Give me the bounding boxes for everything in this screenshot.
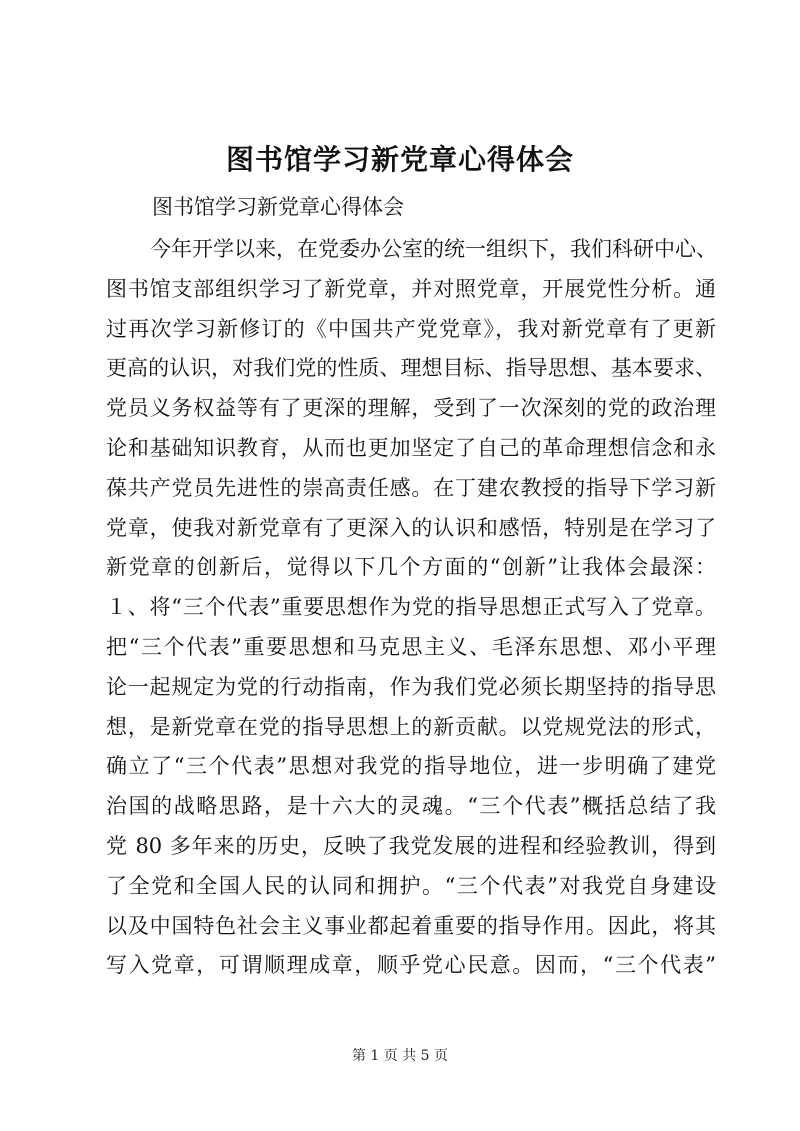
page-footer: 第 1 页 共 5 页 (351, 1048, 449, 1064)
paragraph-line: 确立了“三个代表”思想对我党的指导地位，进一步明确了建党 (106, 754, 716, 779)
paragraph-line: 治国的战略思路，是十六大的灵魂。“三个代表”概括总结了我 (106, 794, 716, 819)
paragraph-line: 论和基础知识教育，从而也更加坚定了自己的革命理想信念和永 (106, 435, 716, 460)
paragraph-line: 想，是新党章在党的指导思想上的新贡献。以党规党法的形式， (106, 714, 716, 739)
paragraph-line: 论一起规定为党的行动指南，作为我们党必须长期坚持的指导思 (106, 674, 716, 699)
paragraph-line: 写入党章，可谓顺理成章，顺乎党心民意。因而，“三个代表” (106, 953, 716, 978)
paragraph-line: 以及中国特色社会主义事业都起着重要的指导作用。因此，将其 (106, 913, 716, 938)
paragraph-line: 更高的认识，对我们党的性质、理想目标、指导思想、基本要求、 (106, 356, 716, 381)
body-text (106, 230, 716, 986)
paragraph-line: 把“三个代表”重要思想和马克思主义、毛泽东思想、邓小平理 (106, 634, 716, 659)
paragraph-line: 党员义务权益等有了更深的理解，受到了一次深刻的党的政治理 (106, 396, 716, 421)
paragraph-line: 今年开学以来，在党委办公室的统一组织下，我们科研中心、 (150, 237, 717, 261)
paragraph-line: １、将“三个代表”重要思想作为党的指导思想正式写入了党章。 (106, 595, 716, 620)
paragraph-line: 图书馆支部组织学习了新党章，并对照党章，开展党性分析。通 (106, 276, 716, 301)
paragraph-line: 葆共产党员先进性的崇高责任感。在丁建农教授的指导下学习新 (106, 475, 716, 500)
document-subtitle: 图书馆学习新党章心得体会 (152, 195, 404, 219)
document-title: 图书馆学习新党章心得体会 (225, 143, 574, 176)
paragraph-line: 党章，使我对新党章有了更深入的认识和感悟，特别是在学习了 (106, 515, 716, 540)
paragraph-line: 了全党和全国人民的认同和拥护。“三个代表”对我党自身建设 (106, 873, 716, 898)
paragraph-line: 新党章的创新后，觉得以下几个方面的“创新”让我体会最深： (106, 555, 716, 580)
paragraph-line: 党 80 多年来的历史，反映了我党发展的进程和经验教训，得到 (106, 833, 716, 858)
paragraph-line: 过再次学习新修订的《中国共产党党章》，我对新党章有了更新 (106, 316, 716, 341)
